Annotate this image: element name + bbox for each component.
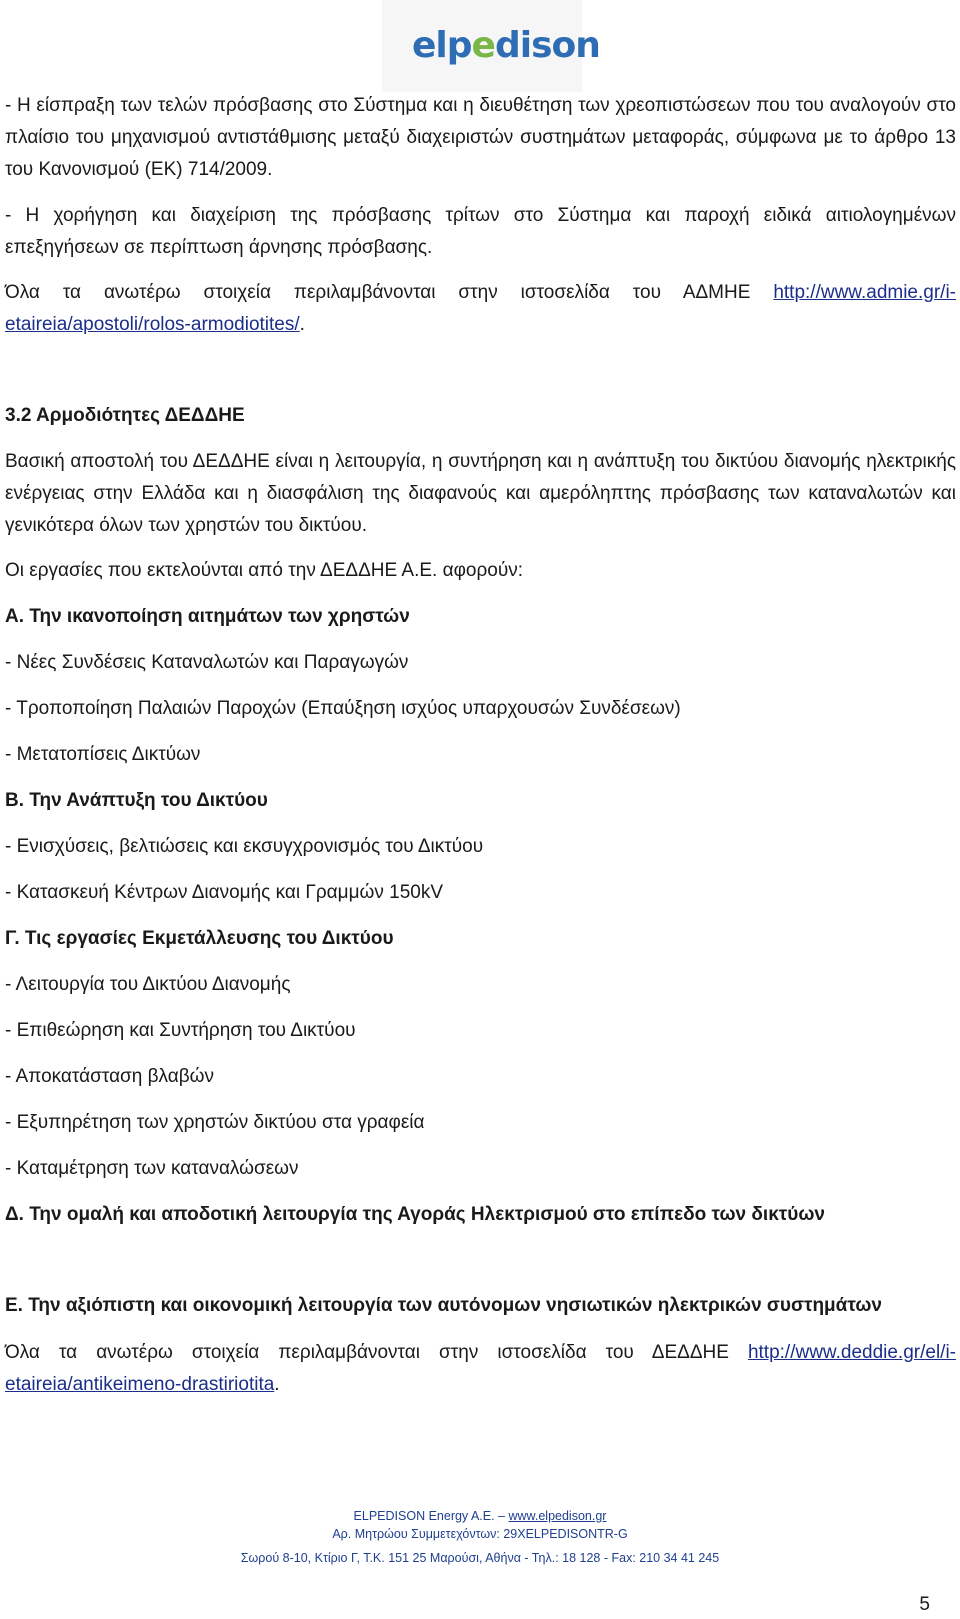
section-intro: Βασική αποστολή του ΔΕΔΔΗΕ είναι η λειτουργία, η συντήρηση και η ανάπτυξη του δικτύου διανομής ηλεκτρικής ενέργειας στην Ελλάδα και η διασφάλιση της διαφανούς και αμερόληπτης πρόσβασης των καταναλωτών και γενικότερα όλων των χρηστών του δικτύου. (5, 451, 956, 536)
list-item: - Νέες Συνδέσεις Καταναλωτών και Παραγωγών (5, 652, 409, 673)
list-item: - Κατασκευή Κέντρων Διανομής και Γραμμών 150kV (5, 882, 444, 903)
paragraph-admie-reference: Όλα τα ανωτέρω στοιχεία περιλαμβάνονται στην ιστοσελίδα του ΑΔΜΗΕ http://www.admie.gr/i-etaireia/apostoli/rolos-armodiotites/. (5, 282, 956, 335)
elpedison-logo: elpedison (412, 25, 600, 66)
list-item: - Λειτουργία του Δικτύου Διανομής (5, 974, 291, 995)
list-item: - Καταμέτρηση των καταναλώσεων (5, 1158, 299, 1179)
list-item: - Μετατοπίσεις Δικτύων (5, 744, 201, 765)
section-heading: 3.2 Αρμοδιότητες ΔΕΔΔΗΕ (5, 405, 245, 426)
footer-website-link[interactable]: www.elpedison.gr (508, 1509, 607, 1523)
group-c-title: Γ. Τις εργασίες Εκμετάλλευσης του Δικτύου (5, 928, 394, 949)
group-d-title: Δ. Την ομαλή και αποδοτική λειτουργία της Αγοράς Ηλεκτρισμού στο επίπεδο των δικτύων (5, 1204, 825, 1225)
list-item: - Εξυπηρέτηση των χρηστών δικτύου στα γραφεία (5, 1112, 425, 1133)
list-item: - Επιθεώρηση και Συντήρηση του Δικτύου (5, 1020, 356, 1041)
header-logo-area (382, 0, 600, 92)
group-b-title: Β. Την Ανάπτυξη του Δικτύου (5, 790, 268, 811)
footer-address: Σωρού 8-10, Κτίριο Γ, Τ.Κ. 151 25 Μαρούσι, Αθήνα - Τηλ.: 18 128 - Fax: 210 34 41 245 (240, 1551, 720, 1565)
paragraph-deddie-reference: Όλα τα ανωτέρω στοιχεία περιλαμβάνονται στην ιστοσελίδα του ΔΕΔΔΗΕ http://www.deddie.gr/el/i-etaireia/antikeimeno-drastiriotita. (5, 1342, 956, 1395)
footer-company: ELPEDISON Energy A.E. – www.elpedison.gr (353, 1509, 607, 1523)
list-item: - Ενισχύσεις, βελτιώσεις και εκσυγχρονισμός του Δικτύου (5, 836, 484, 857)
list-item: - Τροποποίηση Παλαιών Παροχών (Επαύξηση ισχύος υπαρχουσών Συνδέσεων) (5, 698, 681, 719)
paragraph-third-party-access: - Η χορήγηση και διαχείριση της πρόσβασης τρίτων στο Σύστημα και παροχή ειδικά αιτιολογημένων επεξηγήσεων σε περίπτωση άρνησης πρόσβασης. (5, 205, 956, 258)
deddie-link[interactable]: http://www.deddie.gr/el/i-etaireia/antikeimeno-drastiriotita (5, 1342, 956, 1395)
tasks-intro: Οι εργασίες που εκτελούνται από την ΔΕΔΔΗΕ Α.Ε. αφορούν: (5, 560, 524, 581)
page-number: 5 (919, 1594, 930, 1615)
footer-registry: Αρ. Μητρώου Συμμετεχόντων: 29XELPEDISONTR-G (332, 1527, 628, 1541)
list-item: - Αποκατάσταση βλαβών (5, 1066, 215, 1087)
group-e-title: Ε. Την αξιόπιστη και οικονομική λειτουργία των αυτόνομων νησιωτικών ηλεκτρικών συστημάτων (5, 1295, 882, 1316)
admie-link[interactable]: http://www.admie.gr/i-etaireia/apostoli/rolos-armodiotites/ (5, 282, 956, 335)
paragraph-access-fees: - Η είσπραξη των τελών πρόσβασης στο Σύστημα και η διευθέτηση των χρεοπιστώσεων που του αναλογούν στο πλαίσιο του μηχανισμού αντιστάθμισης μεταξύ διαχειριστών συστημάτων μεταφοράς, σύμφωνα με το άρθρο 13 του Κανονισμού (ΕΚ) 714/2009. (5, 95, 956, 180)
group-a-title: Α. Την ικανοποίηση αιτημάτων των χρηστών (5, 606, 410, 627)
